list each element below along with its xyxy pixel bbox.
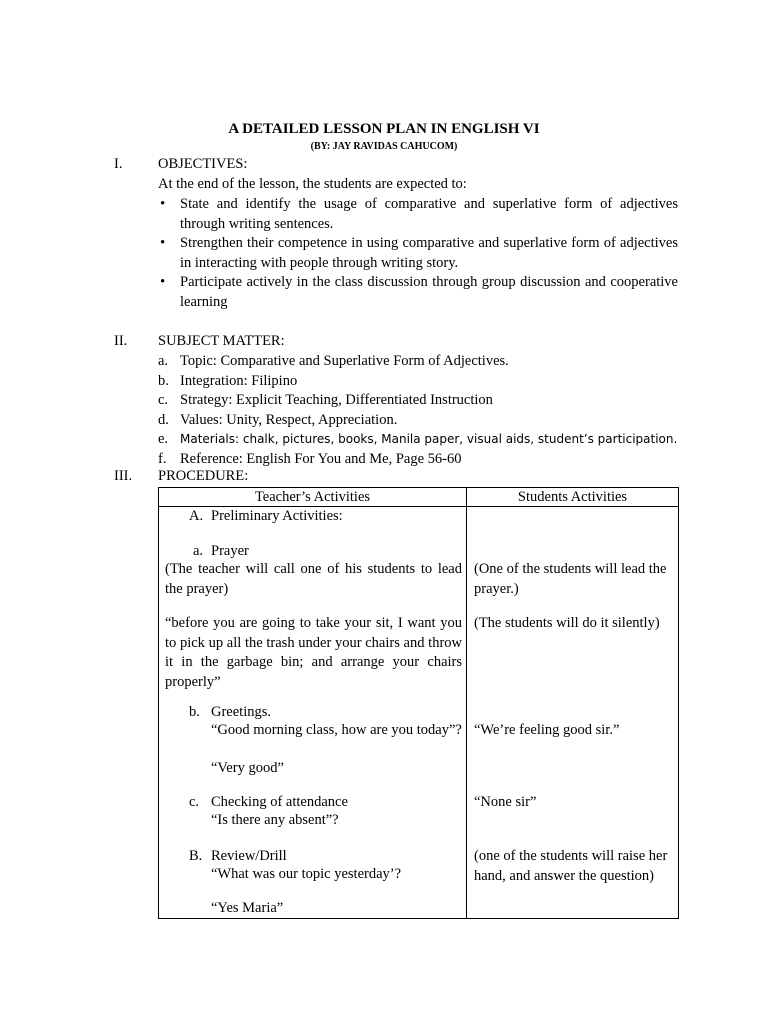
step-label: c. <box>189 794 200 810</box>
trash-instruction: “before you are going to take your sit, I want you to pick up all the trash under your chairs and throw it in the garbage bin; and arrange your chairs properly” <box>165 615 462 690</box>
item-letter: e. <box>158 431 169 447</box>
procedure-table <box>158 487 679 919</box>
item-text: Strategy: Explicit Teaching, Differentiated Instruction <box>180 392 493 408</box>
section-number-subject-matter: II. <box>114 333 128 349</box>
objective-item: • Participate actively in the class discussion through group discussion and cooperative learning <box>158 273 678 312</box>
item-text: Reference: English For You and Me, Page 56-60 <box>180 450 462 467</box>
item-letter: f. <box>158 450 167 467</box>
objectives-list <box>158 195 678 312</box>
item-text: Materials: chalk, pictures, books, Manila paper, visual aids, student’s participation. <box>180 432 678 446</box>
students-review-response: (one of the students will raise her hand, and answer the question) <box>474 848 668 884</box>
section-number-procedure: III. <box>114 468 133 484</box>
step-title: Prayer <box>211 543 249 559</box>
teacher-activities-cell <box>159 507 467 919</box>
greeting-answer: “Very good” <box>211 760 284 776</box>
table-row <box>159 507 679 919</box>
step-title: Review/Drill <box>211 848 287 864</box>
review-question: “What was our topic yesterday’? <box>211 866 402 882</box>
prayer-instruction: (The teacher will call one of his students to lead the prayer) <box>165 561 462 597</box>
step-label: b. <box>189 704 200 720</box>
item-letter: c. <box>158 392 169 408</box>
objectives-intro: At the end of the lesson, the students are expected to: <box>158 176 467 192</box>
objective-item: • Strengthen their competence in using comparative and superlative form of adjectives in interacting with people through writing story. <box>158 234 678 273</box>
attendance-question: “Is there any absent”? <box>211 812 339 828</box>
step-title: Greetings. <box>211 704 271 720</box>
subject-matter-item <box>158 411 678 431</box>
subject-matter-item <box>158 372 678 392</box>
header-teacher-activities: Teacher’s Activities <box>159 488 467 507</box>
document-byline: (BY: JAY RAVIDAS CAHUCOM) <box>310 141 458 152</box>
section-number-objectives: I. <box>114 156 123 172</box>
step-label: B. <box>189 848 203 864</box>
section-heading-subject-matter: SUBJECT MATTER: <box>158 333 285 349</box>
students-greeting-response: “We’re feeling good sir.” <box>474 722 620 738</box>
item-text: Values: Unity, Respect, Appreciation. <box>180 411 398 428</box>
item-letter: a. <box>158 353 169 369</box>
students-activities-cell <box>467 507 679 919</box>
objective-item: • State and identify the usage of comparative and superlative form of adjectives through writing sentences. <box>158 195 678 234</box>
step-label: a. <box>193 543 204 559</box>
step-title: Preliminary Activities: <box>211 508 343 524</box>
item-letter: d. <box>158 411 169 428</box>
students-trash-response: (The students will do it silently) <box>474 615 660 631</box>
subject-matter-item <box>158 352 678 372</box>
step-label: A. <box>189 508 204 524</box>
subject-matter-item <box>158 391 678 411</box>
students-prayer-response: (One of the students will lead the prayer.) <box>474 561 667 597</box>
item-text: Integration: Filipino <box>180 372 298 389</box>
item-letter: b. <box>158 372 169 389</box>
subject-matter-list <box>158 352 678 469</box>
header-students-activities: Students Activities <box>467 488 679 507</box>
item-text: Topic: Comparative and Superlative Form of Adjectives. <box>180 353 509 369</box>
greeting-question: “Good morning class, how are you today”? <box>211 722 462 738</box>
students-attendance-response: “None sir” <box>474 794 537 810</box>
section-heading-objectives: OBJECTIVES: <box>158 156 248 172</box>
step-title: Checking of attendance <box>211 794 348 810</box>
section-heading-procedure: PROCEDURE: <box>158 468 249 484</box>
table-header-row <box>159 488 679 507</box>
document-title: A DETAILED LESSON PLAN IN ENGLISH VI <box>228 121 540 137</box>
review-answer: “Yes Maria” <box>211 900 284 916</box>
subject-matter-item <box>158 430 678 450</box>
